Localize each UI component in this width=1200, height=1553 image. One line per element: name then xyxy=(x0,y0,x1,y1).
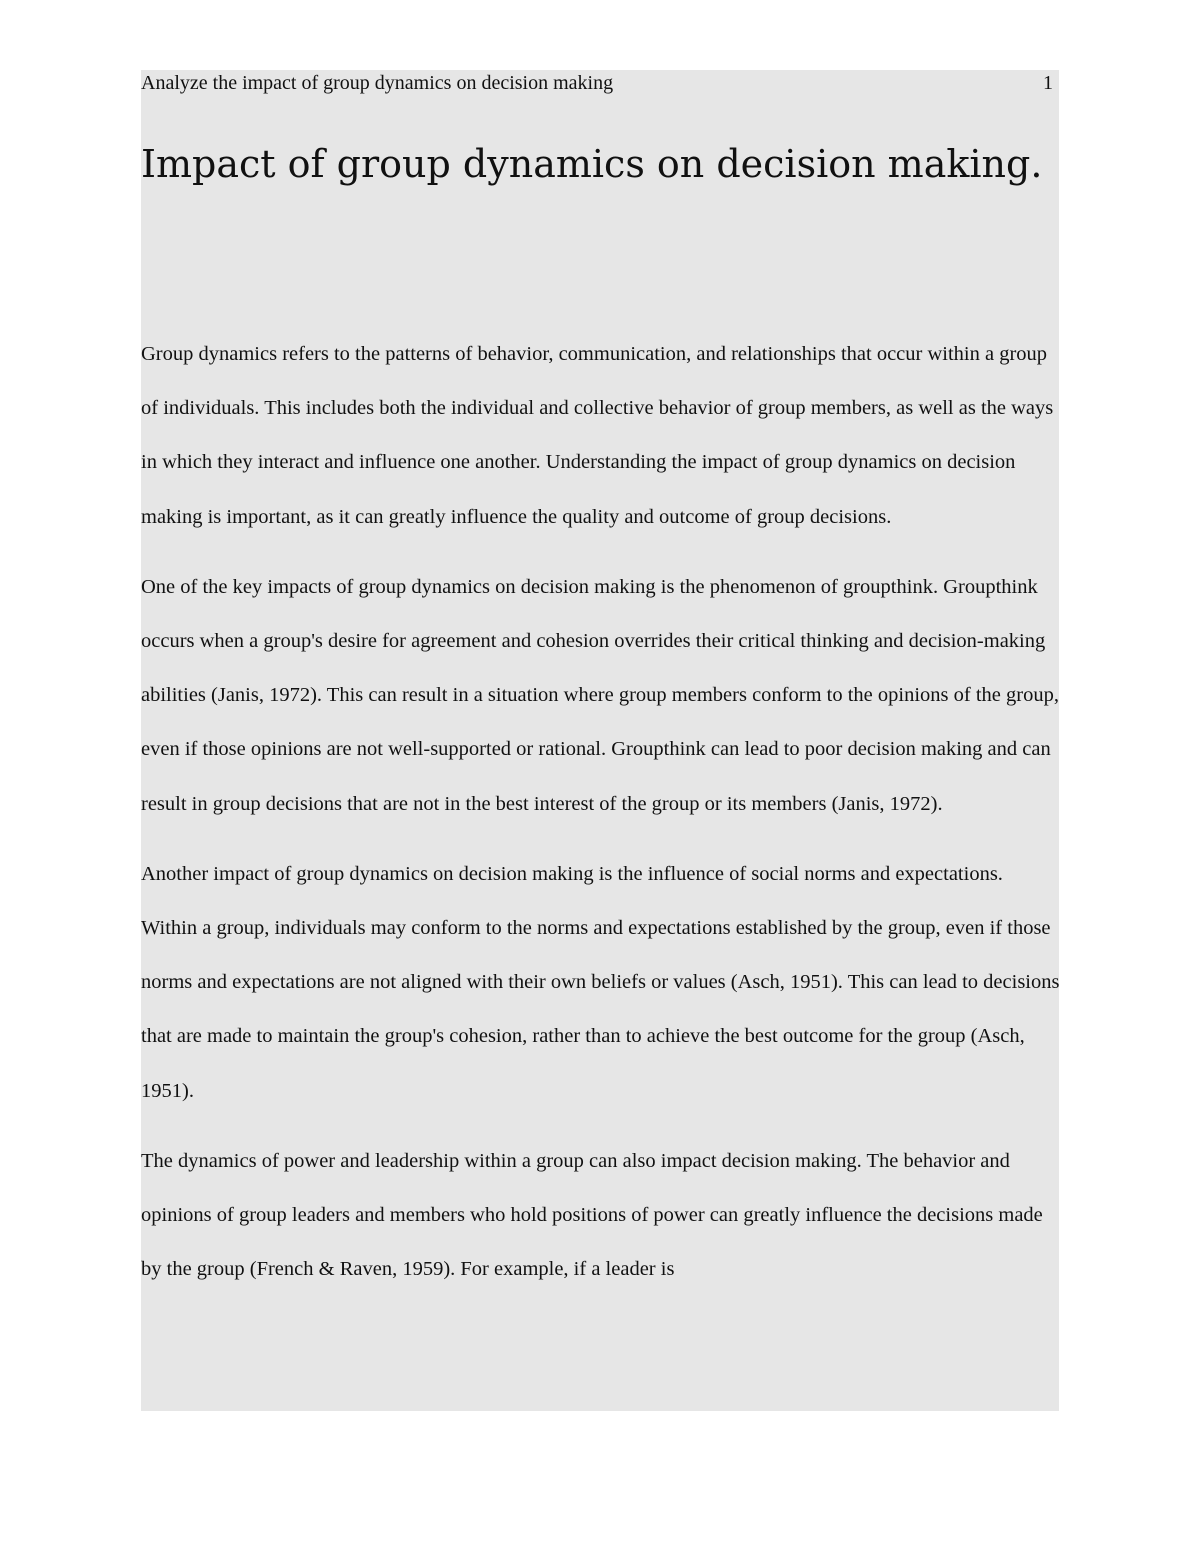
paragraph-social-norms: Another impact of group dynamics on decision making is the influence of social norms and expectations. Within a group, individuals may conform to the norms and expectations established by the group, even if those norms and expectations are not aligned with their own beliefs or values (Asch, 1951). This can lead to decisions that are made to maintain the group's cohesion, rather than to achieve the best outcome for the group (Asch, 1951). xyxy=(141,862,1060,1102)
running-header xyxy=(141,72,1059,102)
page-number: 1 xyxy=(1043,72,1053,94)
document-body xyxy=(141,327,1061,1312)
document-title: Impact of group dynamics on decision making. xyxy=(141,142,1043,186)
paragraph-power-leadership: The dynamics of power and leadership within a group can also impact decision making. The behavior and opinions of group leaders and members who hold positions of power can greatly influence the decisions made by the group (French & Raven, 1959). For example, if a leader is xyxy=(141,1149,1043,1281)
running-header-title: Analyze the impact of group dynamics on decision making xyxy=(141,72,614,94)
paragraph-groupthink: One of the key impacts of group dynamics on decision making is the phenomenon of groupthink. Groupthink occurs when a group's desire for agreement and cohesion overrides their critical thinking and decision-making abilities (Janis, 1972). This can result in a situation where group members conform to the opinions of the group, even if those opinions are not well-supported or rational. Groupthink can lead to poor decision making and can result in group decisions that are not in the best interest of the group or its members (Janis, 1972). xyxy=(141,575,1059,815)
paragraph-group-dynamics-definition: Group dynamics refers to the patterns of behavior, communication, and relationships that occur within a group of individuals. This includes both the individual and collective behavior of group members, as well as the ways in which they interact and influence one another. Understanding the impact of group dynamics on decision making is important, as it can greatly influence the quality and outcome of group decisions. xyxy=(141,343,1054,528)
